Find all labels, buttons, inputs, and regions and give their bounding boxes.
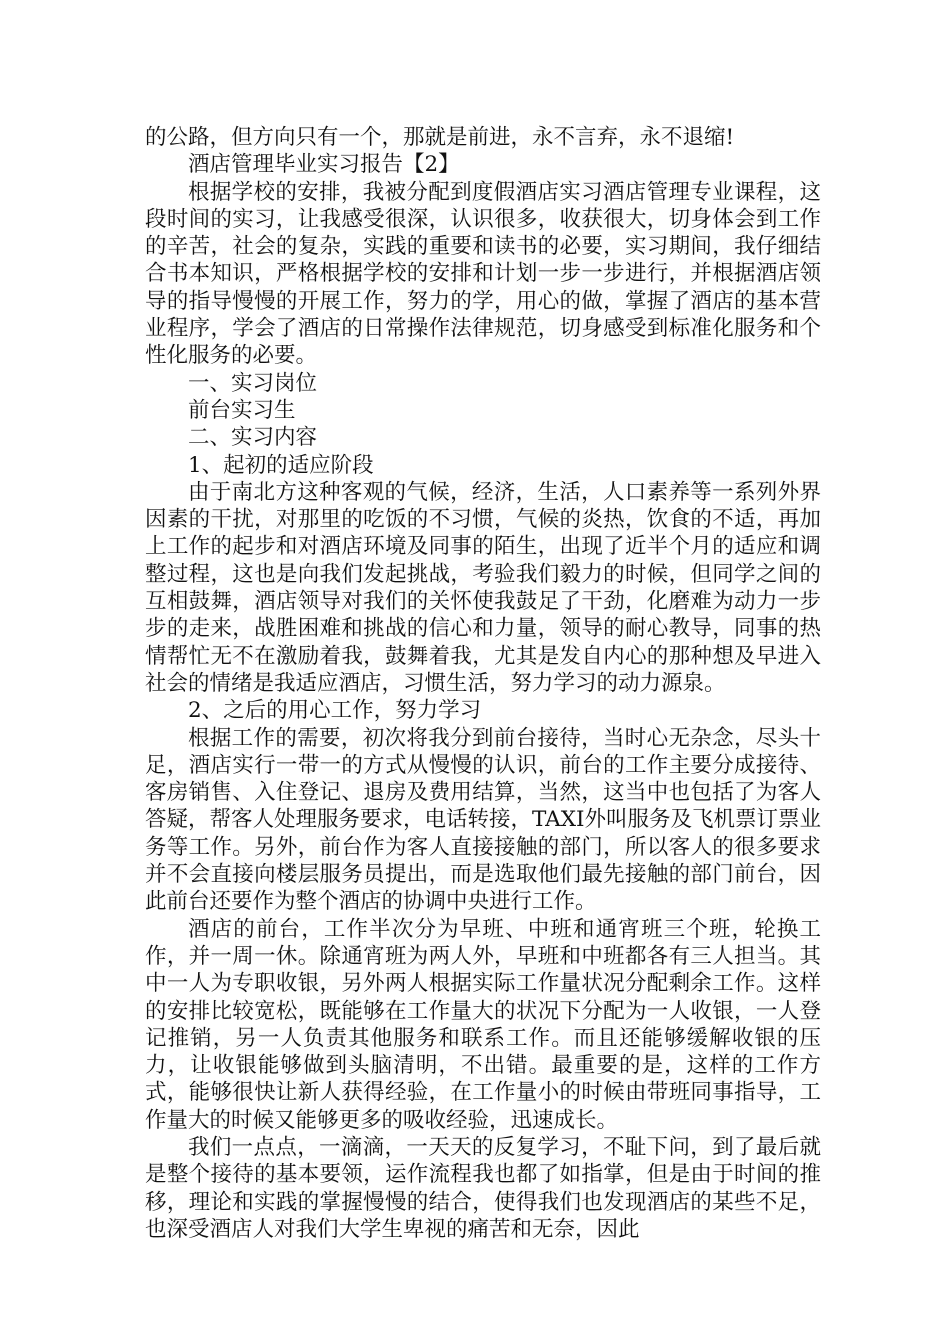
paragraph-adaptation: 由于南北方这种客观的气候，经济，生活，人口素养等一系列外界因素的干扰，对那里的吃饭的不习惯，气候的炎热，饮食的不适，再加上工作的起步和对酒店环境及同事的陌生，出现了近半个月的适应和调整过程，这也是向我们发起挑战，考验我们毅力的时候，但同学之间的互相鼓舞，酒店领导对我们的关怀使我鼓足了干劲，化磨难为动力一步步的走来，战胜困难和挑战的信心和力量，领导的耐心教导，同事的热情帮忙无不在激励着我，鼓舞着我，尤其是发自内心的那种想及早进入社会的情绪是我适应酒店，习惯生活，努力学习的动力源泉。 [145,479,821,696]
paragraph-intro: 根据学校的安排，我被分配到度假酒店实习酒店管理专业课程，这段时间的实习，让我感受很深，认识很多，收获很大，切身体会到工作的辛苦，社会的复杂，实践的重要和读书的必要，实习期间，我仔细结合书本知识，严格根据学校的安排和计划一步一步进行，并根据酒店领导的指导慢慢的开展工作，努力的学，用心的做，掌握了酒店的基本营业程序，学会了酒店的日常操作法律规范，切身感受到标准化服务和个性化服务的必要。 [145,179,821,369]
subheading-adaptation-stage: 1、起初的适应阶段 [188,452,374,478]
paragraph-shift-arrangement: 酒店的前台，工作半次分为早班、中班和通宵班三个班，轮换工作，并一周一休。除通宵班为两人外，早班和中班都各有三人担当。其中一人为专职收银，另外两人根据实际工作量状况分配剩余工作。这样的安排比较宽松，既能够在工作量大的状况下分配为一人收银，一人登记推销，另一人负责其他服务和联系工作。而且还能够缓解收银的压力，让收银能够做到头脑清明，不出错。最重要的是，这样的工作方式，能够很快让新人获得经验，在工作量小的时候由带班同事指导，工作量大的时候又能够更多的吸收经验，迅速成长。 [145,916,821,1133]
paragraph-front-desk-duties: 根据工作的需要，初次将我分到前台接待，当时心无杂念，尽头十足，酒店实行一带一的方式从慢慢的认识，前台的工作主要分成接待、客房销售、入住登记、退房及费用结算，当然，这当中也包括了为客人答疑，帮客人处理服务要求，电话转接，TAXI外叫服务及飞机票订票业务等工作。另外，前台作为客人直接接触的部门，所以客人的很多要求并不会直接向楼层服务员提出，而是选取他们最先接触的部门前台，因此前台还要作为整个酒店的协调中央进行工作。 [145,725,821,915]
subheading-diligent-work: 2、之后的用心工作，努力学习 [188,698,482,724]
document-page [145,124,821,1243]
section-heading-internship-content: 二、实习内容 [188,425,318,451]
paragraph-learning: 我们一点点，一滴滴，一天天的反复学习，不耻下问，到了最后就是整个接待的基本要领，运作流程我也都了如指掌，但是由于时间的推移，理论和实践的掌握慢慢的结合，使得我们也发现酒店的某些不足，也深受酒店人对我们大学生卑视的痛苦和无奈，因此 [145,1134,821,1242]
report-title: 酒店管理毕业实习报告【2】 [188,152,460,178]
section-heading-internship-position: 一、实习岗位 [188,370,318,396]
paragraph-1: 的公路，但方向只有一个，那就是前进，永不言弃，永不退缩! [145,125,735,150]
position-name: 前台实习生 [188,397,296,423]
